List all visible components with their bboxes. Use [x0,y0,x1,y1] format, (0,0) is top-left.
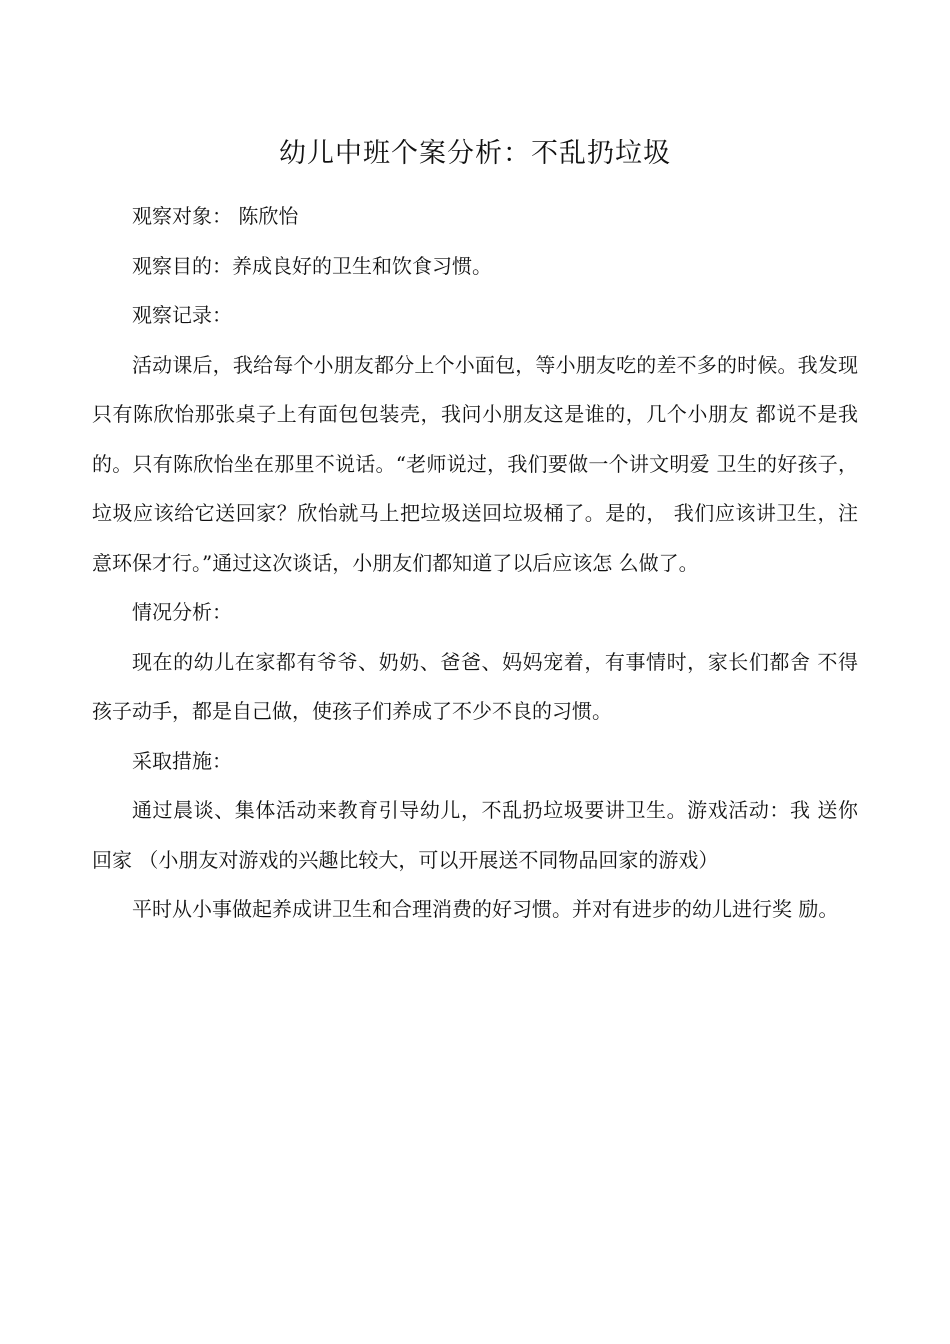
observation-record-heading: 观察记录： [132,303,232,327]
situation-analysis-heading: 情况分析： [132,600,232,624]
observation-purpose: 观察目的：养成良好的卫生和饮食习惯。 [132,253,492,278]
document-title: 幼儿中班个案分析：不乱扔垃圾 [279,138,671,169]
situation-analysis-paragraph: 现在的幼儿在家都有爷爷、奶奶、爸爸、妈妈宠着，有事情时，家长们都舍 不得孩子动手，都是自己做，使孩子们养成了不少不良的习惯。 [92,649,858,723]
observation-record-paragraph: 活动课后，我给每个小朋友都分上个小面包，等小朋友吃的差不多的时候。我发现只有陈欣怡那张桌子上有面包包装壳，我问小朋友这是谁的，几个小朋友 都说不是我的。只有陈欣怡坐在那里不说话。“老师说过，我们要做一个讲文明爱 卫生的好孩子，垃圾应该给它送回家？欣怡就马上把垃圾送回垃圾桶了。是的， 我们应该讲卫生，注意环保才行。”通过这次谈话，小朋友们都知道了以后应该怎 么做了。 [92,352,858,575]
document-body [92,192,858,935]
observation-subject: 观察对象： 陈欣怡 [132,204,299,228]
measures-heading: 采取措施： [132,748,232,773]
measures-paragraph-1: 通过晨谈、集体活动来教育引导幼儿，不乱扔垃圾要讲卫生。游戏活动：我 送你回家 （小朋友对游戏的兴趣比较大，可以开展送不同物品回家的游戏） [92,798,858,872]
measures-paragraph-2: 平时从小事做起养成讲卫生和合理消费的好习惯。并对有进步的幼儿进行奖 励。 [132,897,839,921]
